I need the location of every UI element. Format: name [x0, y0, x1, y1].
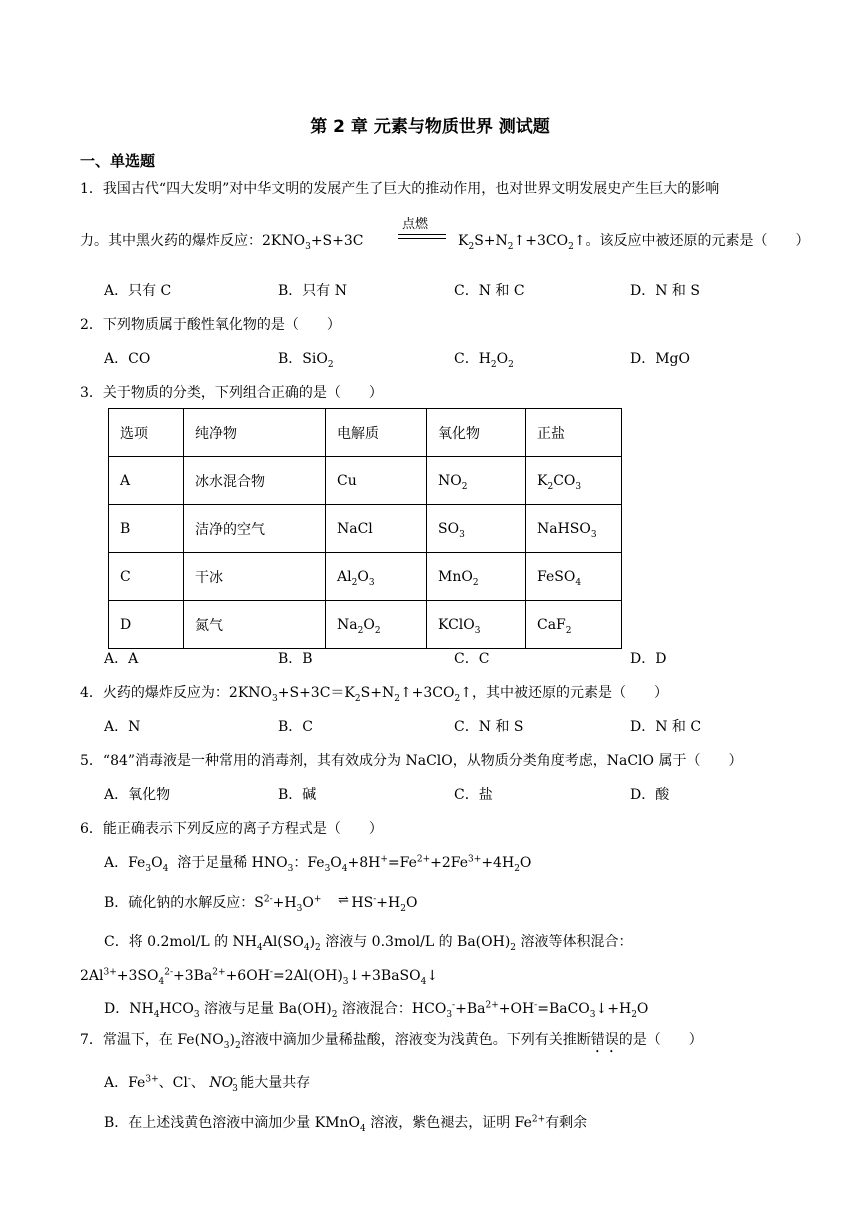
table-cell: A	[109, 457, 184, 505]
table-cell: C	[109, 553, 184, 601]
q1-option-c[interactable]: C．N 和 C	[454, 283, 525, 299]
q3-option-c[interactable]: C．C	[454, 651, 490, 667]
q7-option-a[interactable]: A．$Fe^{3+}$、Cl-、 $NO_3^-$ 能大量共存	[104, 1074, 311, 1094]
q6-option-c-equation: $2Al^{3+}+3SO_4^{2-}+3Ba^{2+}+6OH^-=2Al(OH)_3↓+3BaSO_4↓$	[80, 967, 439, 987]
table-cell: NaCl	[326, 505, 427, 553]
table-row	[109, 553, 622, 601]
q2-option-d[interactable]: D．MgO	[630, 351, 690, 367]
table-header-cell: 纯净物	[184, 409, 326, 457]
table-cell: $K_2CO_3$	[526, 457, 622, 505]
q4-option-d[interactable]: D．N 和 C	[630, 719, 702, 735]
table-row	[109, 601, 622, 649]
table-cell: NaHSO$_3$	[526, 505, 622, 553]
question-1-line-2: 力。其中黑火药的爆炸反应：$2KNO_3+S+3C$	[80, 233, 364, 252]
q5-option-a[interactable]: A．氧化物	[104, 787, 171, 803]
q4-option-b[interactable]: B．C	[278, 719, 313, 735]
table-cell: B	[109, 505, 184, 553]
section-heading: 一、单选题	[80, 152, 156, 170]
table-header-cell: 选项	[109, 409, 184, 457]
question-7-stem: 7．常温下，在 $Fe(NO_3)_2$溶液中滴加少量稀盐酸，溶液变为浅黄色。下列有关推断错误的是（ ）	[80, 1032, 703, 1051]
q6-option-a[interactable]: A．$Fe_3O_4$ 溶于足量稀 $HNO_3$：$Fe_3O_4+8H^+=Fe^{2+}+2Fe^{3+}+4H_2O$	[104, 854, 532, 874]
q3-option-b[interactable]: B．B	[278, 651, 313, 667]
table-cell: 洁净的空气	[184, 505, 326, 553]
q1-option-b[interactable]: B．只有 N	[278, 283, 347, 299]
table-cell: $Al_2O_3$	[326, 553, 427, 601]
equation-bar-bottom	[398, 238, 446, 239]
table-cell: 干冰	[184, 553, 326, 601]
table-cell: 氮气	[184, 601, 326, 649]
classification-table	[108, 408, 622, 649]
table-cell: $SO_3$	[427, 505, 526, 553]
q6-option-c[interactable]: C．将 0.2mol/L 的 $NH_4Al(SO_4)_2$ 溶液与 0.3mol/L 的 $Ba(OH)_2$ 溶液等体积混合：	[104, 934, 633, 953]
table-cell: 冰水混合物	[184, 457, 326, 505]
table-header-cell: 氧化物	[427, 409, 526, 457]
table-row	[109, 457, 622, 505]
q4-option-a[interactable]: A．N	[104, 719, 141, 735]
question-1-line-1: 1．我国古代“四大发明”对中华文明的发展产生了巨大的推动作用，也对世界文明发展史产生巨大的影响	[80, 181, 720, 197]
table-cell: FeSO$_4$	[526, 553, 622, 601]
question-6-stem: 6．能正确表示下列反应的离子方程式是（ ）	[80, 821, 383, 837]
table-cell: CaF$_2$	[526, 601, 622, 649]
table-cell: MnO$_2$	[427, 553, 526, 601]
table-cell: $Na_2O_2$	[326, 601, 427, 649]
q2-option-a[interactable]: A．CO	[104, 351, 151, 367]
q3-option-d[interactable]: D．D	[630, 651, 667, 667]
q5-option-d[interactable]: D．酸	[630, 787, 670, 803]
table-header-row	[109, 409, 622, 457]
question-2-stem: 2．下列物质属于酸性氧化物的是（ ）	[80, 317, 341, 333]
emphasis-text: 错误	[590, 1032, 619, 1048]
q1-option-a[interactable]: A．只有 C	[104, 283, 172, 299]
q4-option-c[interactable]: C．N 和 S	[454, 719, 524, 735]
page-title: 第 2 章 元素与物质世界 测试题	[310, 117, 550, 137]
table-cell: KClO$_3$	[427, 601, 526, 649]
q7-option-b[interactable]: B．在上述浅黄色溶液中滴加少量 KMnO$_4$ 溶液，紫色褪去，证明 $Fe^{2+}$有剩余	[104, 1114, 588, 1134]
q6-option-b[interactable]: B．硫化钠的水解反应：$S^{2-}+H_3O^+$ $HS^-+H_2O$	[104, 894, 418, 914]
q5-option-c[interactable]: C．盐	[454, 787, 493, 803]
question-1-products: $K_2S+N_2↑+3CO_2↑$。该反应中被还原的元素是（ ）	[458, 233, 810, 252]
table-row	[109, 505, 622, 553]
reversible-arrow-icon: ⇌	[338, 893, 349, 908]
q6-option-d[interactable]: D．$NH_4HCO_3$ 溶液与足量 $Ba(OH)_2$ 溶液混合：$HCO_3^-+Ba^{2+}+OH^-=BaCO_3↓+H_2O$	[104, 1000, 649, 1020]
table-cell: Cu	[326, 457, 427, 505]
reaction-condition: 点燃	[401, 217, 428, 232]
table-header-cell: 正盐	[526, 409, 622, 457]
q2-option-c[interactable]: C．$H_2O_2$	[454, 351, 514, 370]
equation-bar-top	[398, 234, 446, 235]
question-3-stem: 3．关于物质的分类，下列组合正确的是（ ）	[80, 385, 383, 401]
q5-option-b[interactable]: B．碱	[278, 787, 317, 803]
table-header-cell: 电解质	[326, 409, 427, 457]
table-cell: $NO_2$	[427, 457, 526, 505]
question-5-stem: 5．“84”消毒液是一种常用的消毒剂，其有效成分为 NaClO，从物质分类角度考虑，NaClO 属于（ ）	[80, 753, 743, 769]
q2-option-b[interactable]: B．SiO$_2$	[278, 351, 334, 370]
q3-option-a[interactable]: A．A	[104, 651, 139, 667]
table-cell: D	[109, 601, 184, 649]
question-4-stem: 4．火药的爆炸反应为：$2KNO_3+S+3C=K_2S+N_2↑+3CO_2↑$，其中被还原的元素是（ ）	[80, 685, 668, 704]
q1-option-d[interactable]: D．N 和 S	[630, 283, 700, 299]
